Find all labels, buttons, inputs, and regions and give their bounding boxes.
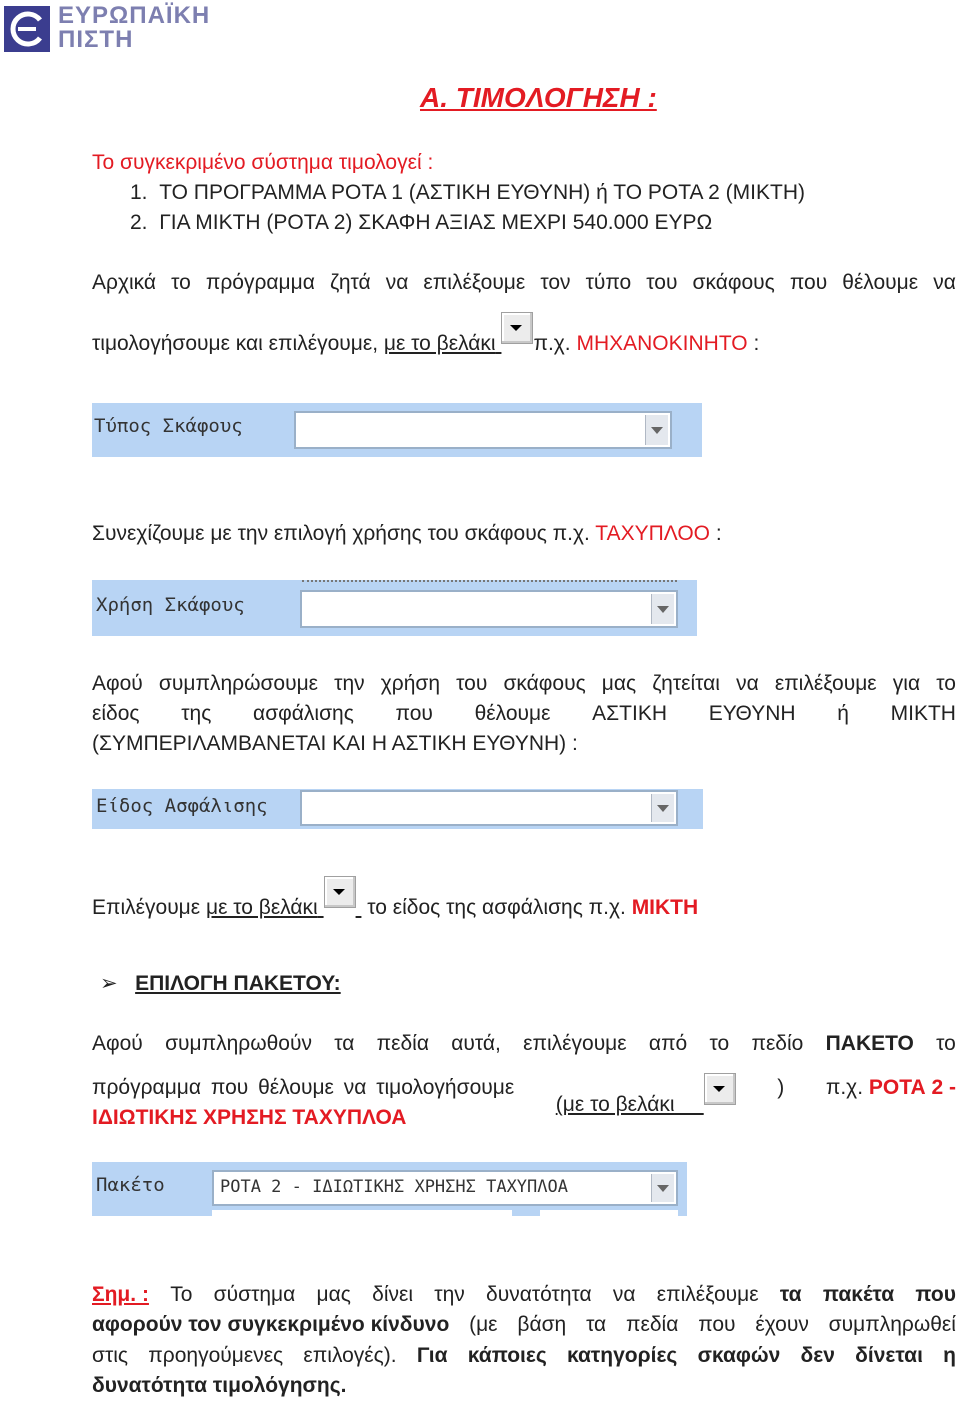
example-value: ΤΑΧΥΠΛΟΟ bbox=[595, 522, 711, 545]
example-value: ΜΗΧΑΝΟΚΙΝΗΤΟ bbox=[576, 332, 748, 355]
logo-line2: ΠΙΣΤΗ bbox=[58, 26, 134, 53]
section-heading-text: ΕΠΙΛΟΓΗ ΠΑΚΕΤΟΥ: bbox=[135, 972, 341, 995]
p3-line3: (ΣΥΜΠΕΡΙΛΑΜΒΑΝΕΤΑΙ ΚΑΙ Η ΑΣΤΙΚΗ ΕΥΘΥΝΗ) : bbox=[92, 732, 578, 755]
boat-type-select[interactable] bbox=[294, 411, 672, 449]
insurance-type-panel bbox=[92, 789, 703, 829]
chevron-down-icon[interactable] bbox=[651, 1174, 674, 1202]
insurance-type-label: Είδος Ασφάλισης bbox=[96, 795, 268, 817]
package-label: Πακέτο bbox=[96, 1174, 165, 1196]
note-label: Σημ. : bbox=[92, 1283, 149, 1306]
p5-line2: πρόγραμμα που θέλουμε να τιμολογήσουμε (με το βελάκι ) π.χ. ΡΟΤΑ 2 - bbox=[92, 1073, 956, 1120]
boat-use-select[interactable] bbox=[300, 590, 678, 628]
p3-line1: Αφού συμπληρώσουμε την χρήση του σκάφους μας ζητείται να επιλέξουμε για το bbox=[92, 672, 956, 695]
dropdown-arrow-icon bbox=[324, 876, 356, 908]
p5-line3: ΙΔΙΩΤΙΚΗΣ ΧΡΗΣΗΣ ΤΑΧΥΠΛΟΑ bbox=[92, 1106, 407, 1129]
p3-line2: είδος της ασφάλισης που θέλουμε ΑΣΤΙΚΗ ΕΥΘΥΝΗ ή ΜΙΚΤΗ bbox=[92, 702, 956, 725]
chevron-down-icon[interactable] bbox=[651, 594, 674, 624]
p1-text: τιμολογήσουμε και επιλέγουμε, bbox=[92, 332, 384, 355]
divider bbox=[302, 580, 677, 585]
list-item-1 bbox=[130, 178, 805, 208]
page-title bbox=[420, 82, 657, 114]
dropdown-arrow-icon bbox=[704, 1073, 736, 1105]
boat-use-panel bbox=[92, 580, 697, 636]
p4: Επιλέγουμε με το βελάκι το είδος της ασφάλισης π.χ. ΜΙΚΤΗ bbox=[92, 876, 698, 923]
p2: Συνεχίζουμε με την επιλογή χρήσης του σκάφους π.χ. ΤΑΧΥΠΛΟΟ : bbox=[92, 522, 722, 545]
arrow-bullet-icon: ➢ bbox=[100, 971, 118, 995]
example-prefix: π.χ. bbox=[533, 332, 577, 355]
list-text: ΓΙΑ ΜΙΚΤΗ (ΡΟΤΑ 2) ΣΚΑΦΗ ΑΞΙΑΣ ΜΕΧΡΙ 540.000 ΕΥΡΩ bbox=[159, 211, 713, 234]
package-panel bbox=[92, 1162, 687, 1216]
arrow-link-text: με το βελάκι bbox=[384, 332, 534, 355]
boat-use-label: Χρήση Σκάφους bbox=[96, 594, 245, 616]
note-line4: δυνατότητα τιμολόγησης. bbox=[92, 1374, 347, 1397]
divider bbox=[212, 1210, 512, 1216]
package-value: ΡΟΤΑ 2 - ΙΔΙΩΤΙΚΗΣ ΧΡΗΣΗΣ ΤΑΧΥΠΛΟΑ bbox=[220, 1177, 568, 1197]
list-text: ΤΟ ΠΡΟΓΡΑΜΜΑ ΡΟΤΑ 1 (ΑΣΤΙΚΗ ΕΥΘΥΝΗ) ή ΤΟ ΡΟΤΑ 2 (ΜΙΚΤΗ) bbox=[159, 181, 805, 204]
example-value: ΡΟΤΑ 2 - bbox=[868, 1076, 956, 1099]
note-line2: αφορούν τον συγκεκριμένο κίνδυνο (με βάση τα πεδία που έχουν συμπληρωθεί bbox=[92, 1313, 956, 1336]
title-text: Α. ΤΙΜΟΛΟΓΗΣΗ : bbox=[420, 82, 657, 113]
package-select[interactable] bbox=[212, 1170, 678, 1206]
logo-text bbox=[58, 4, 210, 52]
divider bbox=[540, 1210, 678, 1216]
arrow-link-text: με το βελάκι bbox=[206, 896, 361, 919]
chevron-down-icon[interactable] bbox=[645, 415, 668, 445]
section-heading bbox=[100, 968, 341, 999]
p1-line1: Αρχικά το πρόγραμμα ζητά να επιλέξουμε τον τύπο του σκάφους που θέλουμε να bbox=[92, 271, 956, 294]
p5-line1: Αφού συμπληρωθούν τα πεδία αυτά, επιλέγουμε από το πεδίο ΠΑΚΕΤΟ το bbox=[92, 1032, 956, 1055]
insurance-type-select[interactable] bbox=[300, 790, 678, 826]
p1-line2: τιμολογήσουμε και επιλέγουμε, με το βελάκι π.χ. ΜΗΧΑΝΟΚΙΝΗΤΟ : bbox=[92, 312, 759, 359]
chevron-down-icon[interactable] bbox=[651, 794, 674, 822]
logo-icon bbox=[4, 6, 50, 52]
dropdown-arrow-icon bbox=[501, 312, 533, 344]
list-num: 1. bbox=[130, 181, 148, 204]
boat-type-panel bbox=[92, 403, 702, 457]
note-line1: Σημ. : Το σύστημα μας δίνει την δυνατότητα να επιλέξουμε τα πακέτα που bbox=[92, 1280, 956, 1310]
arrow-link-text: (με το βελάκι bbox=[556, 1073, 736, 1120]
list-num: 2. bbox=[130, 211, 148, 234]
logo-line1: ΕΥΡΩΠΑΪΚΗ bbox=[58, 2, 211, 29]
list-item-2 bbox=[130, 208, 712, 238]
intro-text: Το συγκεκριμένο σύστημα τιμολογεί : bbox=[92, 151, 434, 174]
example-value: ΜΙΚΤΗ bbox=[631, 896, 699, 919]
note-line3: στις προηγούμενες επιλογές). Για κάποιες κατηγορίες σκαφών δεν δίνεται η bbox=[92, 1344, 956, 1367]
boat-type-label: Τύπος Σκάφους bbox=[94, 415, 243, 437]
